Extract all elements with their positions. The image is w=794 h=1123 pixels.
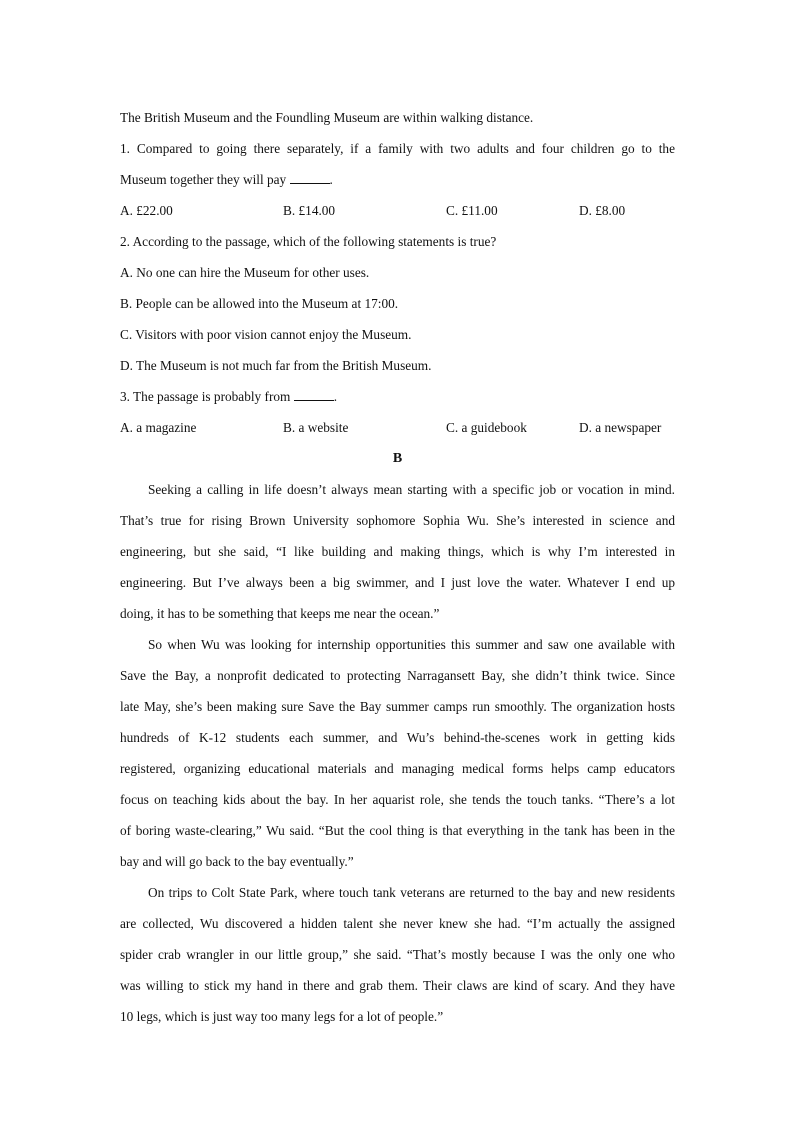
paragraph-2-line: bay and will go back to the bay eventually.” [120, 854, 354, 869]
question-3-option-a: A. a magazine [120, 420, 197, 435]
question-2-option-a: A. No one can hire the Museum for other uses. [120, 265, 370, 280]
answer-blank [290, 172, 330, 184]
question-3-option-b: B. a website [283, 420, 349, 435]
question-2-option-d: D. The Museum is not much far from the British Museum. [120, 358, 432, 373]
passage-closing-line: The British Museum and the Foundling Museum are within walking distance. [120, 110, 534, 125]
question-3-stem-end: . [333, 389, 338, 404]
section-title: B [392, 451, 403, 466]
paragraph-2-line: Save the Bay, a nonprofit dedicated to protecting Narragansett Bay, she didn’t think twice. Since [120, 668, 675, 683]
question-3-stem-line [120, 381, 675, 412]
paragraph-2-line: hundreds of K-12 students each summer, and Wu’s behind-the-scenes work in getting kids [120, 730, 675, 745]
question-1-options [120, 195, 675, 226]
answer-blank [294, 389, 334, 401]
paragraph-3-line: are collected, Wu discovered a hidden talent she never knew she had. “I’m actually the assigned [120, 916, 675, 931]
question-1-stem-line-2 [120, 164, 675, 195]
paragraph-2-line: of boring waste-clearing,” Wu said. “But the cool thing is that everything in the tank has been in the [120, 823, 675, 838]
paragraph-2-line: So when Wu was looking for internship opportunities this summer and saw one available with [148, 637, 675, 652]
question-2-option-c: C. Visitors with poor vision cannot enjoy the Museum. [120, 327, 412, 342]
paragraph-3-line: spider crab wrangler in our little group,” she said. “That’s mostly because I was the only one who [120, 947, 675, 962]
paragraph-2-line: focus on teaching kids about the bay. In her aquarist role, she tends the touch tanks. “There’s a lot [120, 792, 675, 807]
paragraph-2-line: registered, organizing educational materials and managing medical forms helps camp educators [120, 761, 675, 776]
question-1-stem-end: . [329, 172, 333, 187]
question-1-stem-line-1: 1. Compared to going there separately, if a family with two adults and four children go to the [120, 141, 675, 156]
paragraph-3-line: On trips to Colt State Park, where touch tank veterans are returned to the bay and new residents [148, 885, 675, 900]
question-3-options [120, 412, 675, 443]
question-1-option-d: D. £8.00 [579, 203, 626, 218]
paragraph-2-line: late May, she’s been making sure Save the Bay summer camps run smoothly. The organization hosts [120, 699, 675, 714]
question-3-option-c: C. a guidebook [446, 420, 527, 435]
paragraph-1-line: doing, it has to be something that keeps me near the ocean.” [120, 606, 440, 621]
paragraph-1-line: That’s true for rising Brown University sophomore Sophia Wu. She’s interested in science and [120, 513, 675, 528]
question-1-option-b: B. £14.00 [283, 203, 336, 218]
question-1-option-a: A. £22.00 [120, 203, 173, 218]
paragraph-1-line: engineering. But I’ve always been a big swimmer, and I just love the water. Whatever I end up [120, 575, 675, 590]
paragraph-1-line: engineering, but she said, “I like building and making things, which is why I’m interested in [120, 544, 675, 559]
question-2-option-b: B. People can be allowed into the Museum at 17:00. [120, 296, 399, 311]
paragraph-3-line: was willing to stick my hand in there and grab them. Their claws are kind of scary. And they have [120, 978, 675, 993]
question-1-option-c: C. £11.00 [446, 203, 498, 218]
paragraph-3-line: 10 legs, which is just way too many legs for a lot of people.” [120, 1009, 444, 1024]
document-content [120, 102, 675, 1032]
paragraph-1-line: Seeking a calling in life doesn’t always mean starting with a specific job or vocation in mind. [148, 482, 675, 497]
question-2-stem: 2. According to the passage, which of the following statements is true? [120, 234, 497, 249]
question-3-stem: 3. The passage is probably from [120, 389, 291, 404]
question-3-option-d: D. a newspaper [579, 420, 662, 435]
question-1-stem-text: Museum together they will pay [120, 172, 287, 187]
